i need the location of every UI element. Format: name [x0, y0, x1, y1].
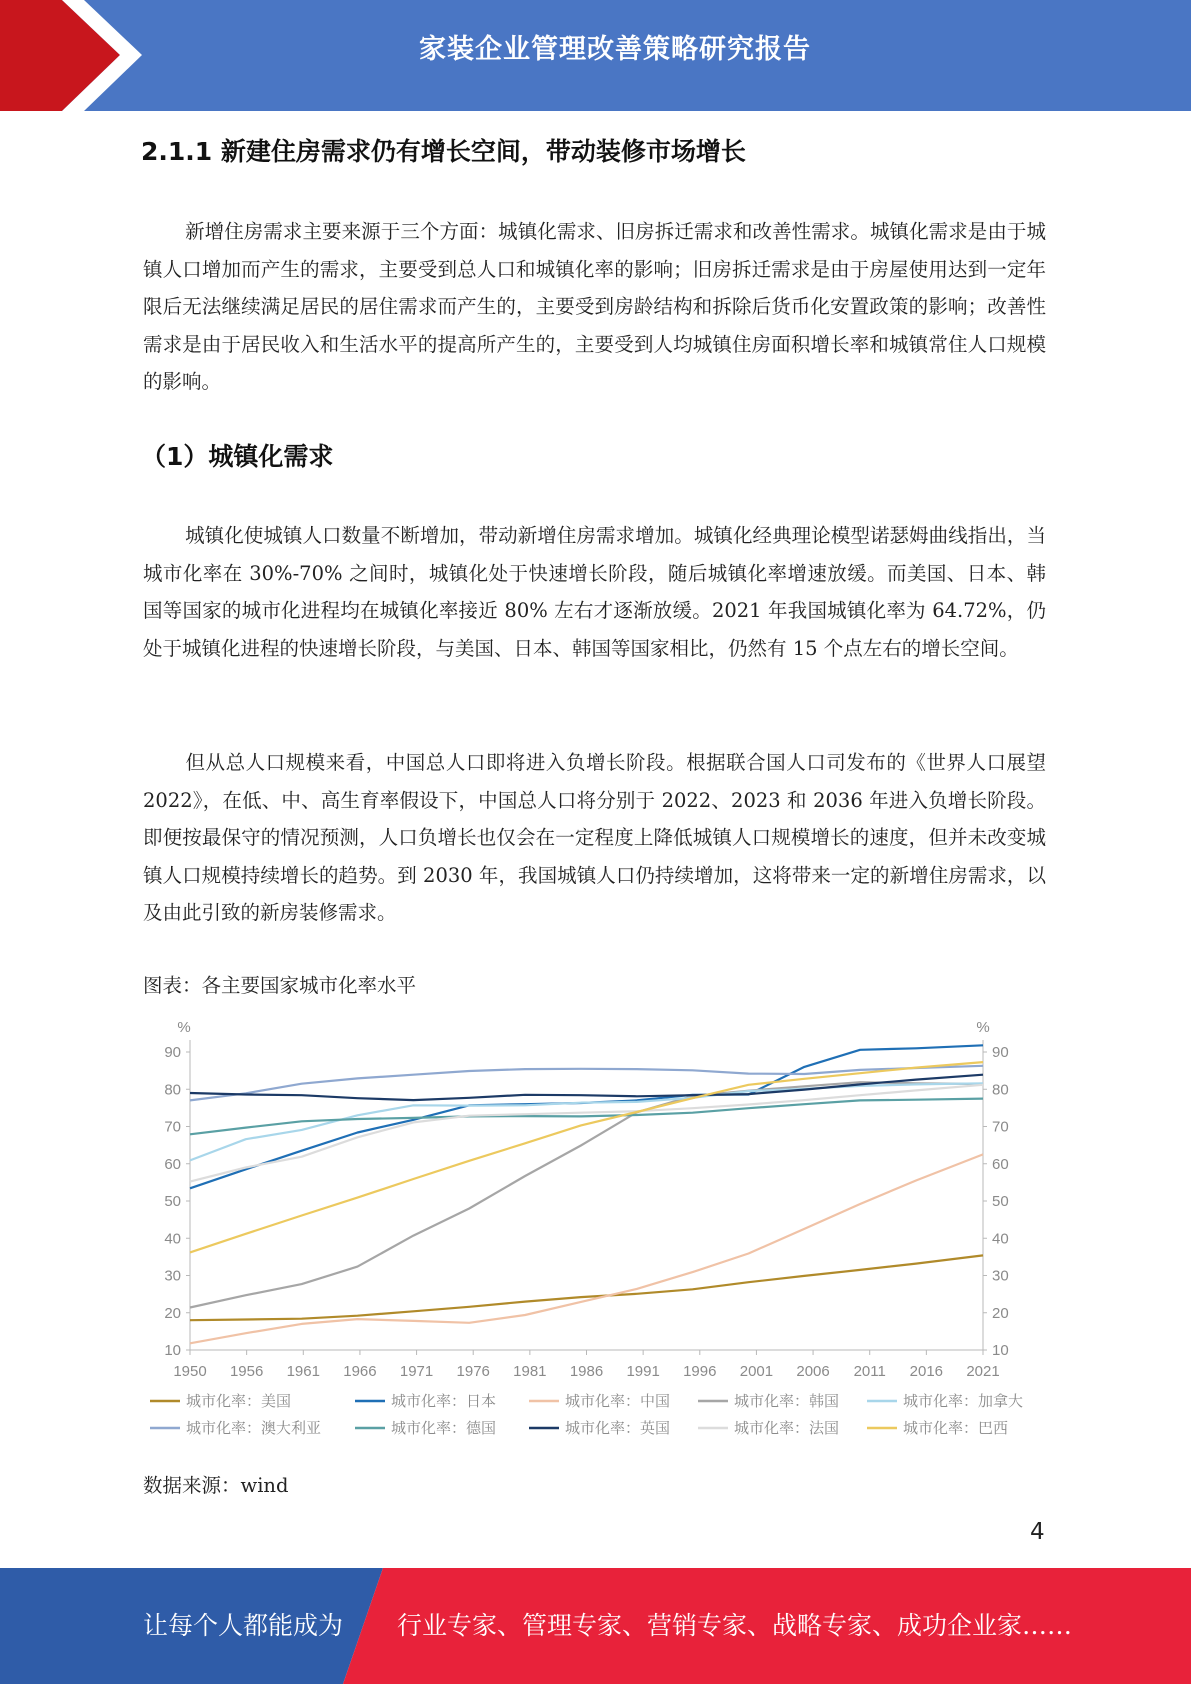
legend-label-2: 城市化率：中国 — [565, 1393, 671, 1410]
y-tick-label-right: 40 — [992, 1230, 1009, 1248]
y-tick-label-right: 20 — [992, 1304, 1009, 1322]
page-number: 4 — [1030, 1519, 1045, 1545]
legend-label-1: 城市化率：日本 — [391, 1393, 497, 1410]
legend-label-4: 城市化率：加拿大 — [903, 1393, 1024, 1410]
series-line-7 — [190, 1075, 983, 1100]
y-tick-label-left: 50 — [164, 1193, 181, 1210]
paragraph-1 — [143, 213, 1046, 401]
legend-label-0: 城市化率：美国 — [186, 1393, 292, 1410]
x-tick-label: 1996 — [683, 1363, 717, 1380]
data-source: 数据来源：wind — [143, 1474, 289, 1497]
x-tick-label: 1966 — [343, 1363, 377, 1380]
x-tick-label: 1956 — [229, 1363, 264, 1380]
y-tick-label-left: 10 — [164, 1342, 181, 1359]
legend-label-9: 城市化率：巴西 — [903, 1420, 1009, 1437]
x-tick-label: 1971 — [399, 1363, 434, 1380]
x-tick-label: 1976 — [456, 1363, 490, 1380]
x-tick-label: 2001 — [739, 1363, 774, 1380]
x-tick-label: 1986 — [569, 1363, 604, 1380]
y-tick-label-left: 70 — [164, 1118, 181, 1136]
y-axis-unit-left: % — [177, 1019, 191, 1036]
paragraph-3-text: 但从总人口规模来看，中国总人口即将进入负增长阶段。根据联合国人口司发布的《世界人口展望 2022》，在低、中、高生育率假设下，中国总人口将分别于 2022、2023 和 2036 年进入负增长阶段。即便按最保守的情况预测，人口负增长也仅会在一定程度上降低城镇人口规模增长的速度，但并未改变城镇人口规模持续增长的趋势。到 2030 年，我国城镇人口仍持续增加，这将带来一定的新增住房需求，以及由此引致的新房装修需求。 — [143, 751, 1046, 925]
y-tick-label-right: 70 — [992, 1118, 1009, 1136]
y-tick-label-right: 80 — [992, 1081, 1009, 1099]
x-tick-label: 2021 — [966, 1363, 1000, 1380]
y-tick-label-right: 60 — [992, 1155, 1009, 1173]
series-line-9 — [190, 1062, 983, 1252]
subsection-heading: （1）城镇化需求 — [141, 442, 334, 471]
x-tick-label: 1950 — [173, 1363, 207, 1380]
footer-slogan-right: 行业专家、管理专家、营销专家、战略专家、成功企业家…… — [397, 1611, 1073, 1640]
x-tick-label: 1961 — [286, 1363, 320, 1380]
y-tick-label-left: 30 — [164, 1267, 181, 1285]
y-tick-label-right: 10 — [992, 1342, 1009, 1359]
report-title: 家装企业管理改善策略研究报告 — [419, 34, 811, 65]
y-tick-label-left: 40 — [164, 1230, 181, 1248]
paragraph-3 — [143, 744, 1046, 932]
y-tick-label-left: 80 — [164, 1081, 181, 1099]
legend-label-6: 城市化率：德国 — [391, 1420, 497, 1437]
legend-label-3: 城市化率：韩国 — [734, 1393, 840, 1410]
x-tick-label: 2006 — [796, 1363, 830, 1380]
y-tick-label-left: 90 — [164, 1044, 181, 1061]
footer-slogan-left: 让每个人都能成为 — [143, 1611, 344, 1640]
legend-label-5: 城市化率：澳大利亚 — [186, 1420, 322, 1437]
y-axis-unit-right: % — [976, 1019, 990, 1036]
page-footer — [0, 1568, 1191, 1684]
urbanization-chart — [140, 1002, 1040, 1462]
figure-caption: 图表：各主要国家城市化率水平 — [143, 974, 417, 997]
x-tick-label: 2016 — [909, 1363, 944, 1380]
y-tick-label-left: 20 — [164, 1304, 181, 1322]
x-tick-label: 1981 — [513, 1363, 547, 1380]
legend-label-8: 城市化率：法国 — [734, 1420, 840, 1437]
series-line-0 — [190, 1255, 983, 1320]
section-heading: 2.1.1 新建住房需求仍有增长空间，带动装修市场增长 — [141, 137, 746, 166]
legend-label-7: 城市化率：英国 — [565, 1420, 671, 1437]
x-tick-label: 2011 — [853, 1363, 886, 1380]
series-line-2 — [190, 1154, 983, 1343]
y-tick-label-right: 50 — [992, 1193, 1009, 1210]
y-tick-label-right: 30 — [992, 1267, 1009, 1285]
y-tick-label-left: 60 — [164, 1155, 181, 1173]
paragraph-1-text: 新增住房需求主要来源于三个方面：城镇化需求、旧房拆迁需求和改善性需求。城镇化需求是由于城镇人口增加而产生的需求，主要受到总人口和城镇化率的影响；旧房拆迁需求是由于房屋使用达到一定年限后无法继续满足居民的居住需求而产生的，主要受到房龄结构和拆除后货币化安置政策的影响；改善性需求是由于居民收入和生活水平的提高所产生的，主要受到人均城镇住房面积增长率和城镇常住人口规模的影响。 — [143, 220, 1046, 394]
y-tick-label-right: 90 — [992, 1044, 1009, 1061]
x-tick-label: 1991 — [626, 1363, 660, 1380]
paragraph-2-text: 城镇化使城镇人口数量不断增加，带动新增住房需求增加。城镇化经典理论模型诺瑟姆曲线指出，当城市化率在 30%-70% 之间时，城镇化处于快速增长阶段，随后城镇化率增速放缓。而美国、日本、韩国等国家的城市化进程均在城镇化率接近 80% 左右才逐渐放缓。2021 年我国城镇化率为 64.72%，仍处于城镇化进程的快速增长阶段，与美国、日本、韩国等国家相比，仍然有 15 个点左右的增长空间。 — [143, 524, 1046, 660]
page-header — [0, 0, 1191, 111]
paragraph-2 — [143, 517, 1046, 667]
